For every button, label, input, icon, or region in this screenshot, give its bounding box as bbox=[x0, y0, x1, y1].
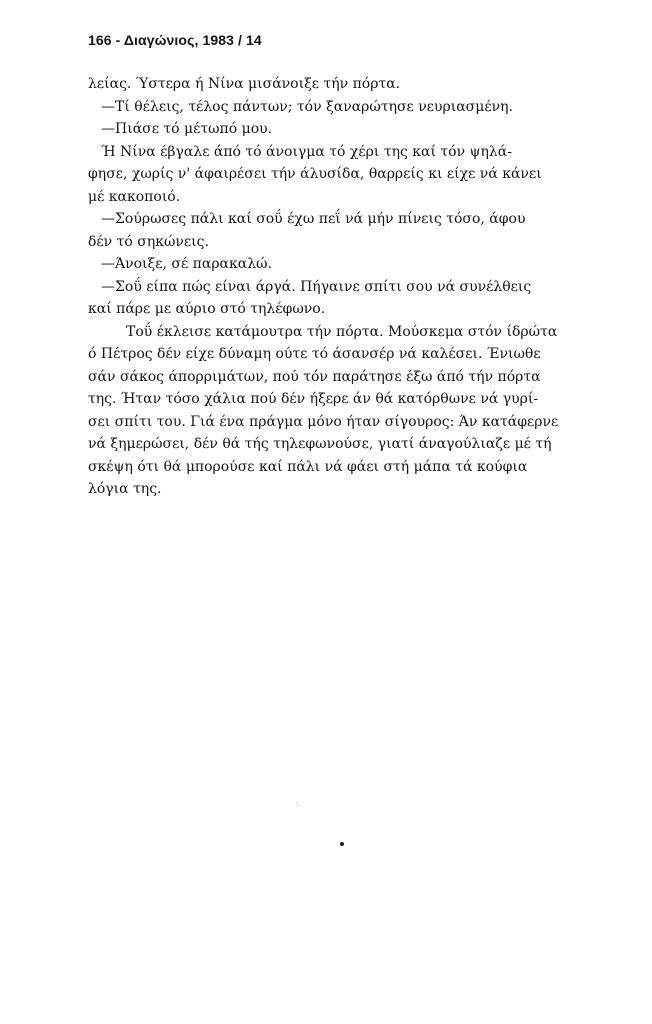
text-line: —Σοΰ είπα πώς είναι άργά. Πήγαινε σπίτι σου νά συνέλθεις bbox=[101, 278, 532, 295]
scan-dot bbox=[340, 842, 344, 846]
text-line: —Πιάσε τό μέτωπό μου. bbox=[101, 121, 273, 137]
text-line: σει σπίτι του. Γιά ένα πράγμα μόνο ήταν σίγουρος: Άν κατάφερνε bbox=[88, 413, 559, 430]
scan-speck bbox=[297, 802, 298, 803]
text-line: λόγια της. bbox=[88, 481, 162, 497]
text-line: λείας. Ύστερα ή Νίνα μισάνοιξε τήν πόρτα. bbox=[88, 76, 401, 92]
text-line: Ή Νίνα έβγαλε άπό τό άνοιγμα τό χέρι της καί τόν ψηλά- bbox=[101, 143, 512, 160]
text-line: —Σούρωσες πάλι καί σοΰ έχω πεΐ νά μήν πίνεις τόσο, άφου bbox=[101, 211, 526, 227]
running-header: 166 - Διαγώνιος, 1983 / 14 bbox=[88, 32, 262, 48]
text-line: —Τί θέλεις, τέλος πάντων; τόν ξαναρώτησε νευριασμένη. bbox=[101, 98, 513, 115]
body-text bbox=[88, 73, 652, 501]
text-line: δέν τό σηκώνεις. bbox=[88, 233, 209, 250]
text-line: της. Ήταν τόσο χάλια πού δέν ήξερε άν θά κατόρθωνε νά γυρί- bbox=[88, 391, 539, 407]
text-line: σκέψη ότι θά μπορούσε καί πάλι νά φάει στή μάπα τά κούφια bbox=[88, 458, 528, 475]
text-line: μέ κακοποιό. bbox=[88, 188, 181, 205]
text-line: καί πάρε με αύριο στό τηλέφωνο. bbox=[88, 301, 326, 317]
text-line: νά ξημερώσει, δέν θά τής τηλεφωνούσε, γιατί άναγούλιαζε μέ τή bbox=[88, 436, 552, 452]
text-line: ό Πέτρος δέν είχε δύναμη ούτε τό άσανσέρ νά καλέσει. Ένιωθε bbox=[88, 346, 541, 362]
text-line: σάν σάκος άπορριμάτων, πού τόν παράτησε έξω άπό τήν πόρτα bbox=[88, 368, 541, 385]
text-line: —Άνοιξε, σέ παρακαλώ. bbox=[101, 256, 272, 272]
text-line: φησε, χωρίς ν' άφαιρέσει τήν άλυσίδα, θαρρείς κι είχε νά κάνει bbox=[88, 166, 542, 182]
text-line: Τοΰ έκλεισε κατάμουτρα τήν πόρτα. Μούσκεμα στόν ίδρώτα bbox=[126, 323, 558, 340]
